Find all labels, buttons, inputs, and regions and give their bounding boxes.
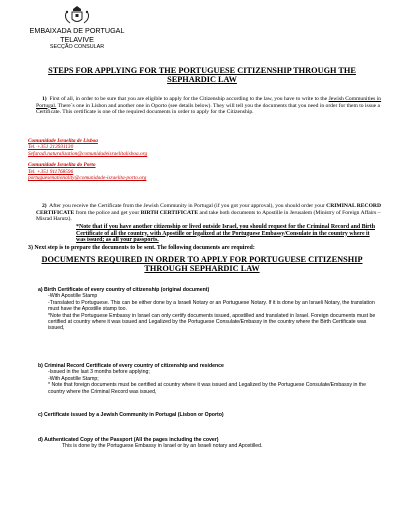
lisbon-phone[interactable]: Tel. +351 213931130 bbox=[28, 144, 74, 151]
step-1-number: 1) bbox=[42, 96, 47, 102]
section-b-line-3: * Note that foreign documents must be certified at country where it was issued and Legalized by the Portuguese Consulate/Embassy in the country where the Criminal Record was issued, bbox=[48, 382, 367, 395]
porto-community-name: Comunidade Israelita do Porto bbox=[28, 162, 96, 169]
section-b-line-1: -Issued in the last 3 months before applying; bbox=[48, 369, 150, 376]
step-2-text-start: After you receive the Certificate from the Jewish Community in Portugal (if you got your approval), you should order your bbox=[49, 203, 327, 209]
porto-email-link[interactable]: portuguesenationality@comunidade-israelita-porto.org bbox=[28, 175, 147, 182]
section-a-line-3: *Note that the Portuguese Embassy in Israel can only certify documents issued, apostilled and translated in Israel. Foreign documents must be certified at country where it was issued and Legalized by the Portuguese Consulate/Embassy in the country where the Birth Certificate was issued, bbox=[48, 312, 376, 332]
section-b-heading: b) Criminal Record Certificate of every country of citizenship and residence bbox=[38, 363, 224, 369]
birth-certificate-label: BIRTH CERTIFICATE bbox=[140, 209, 199, 216]
section-c-community-certificate bbox=[38, 412, 378, 418]
section-a-line-1: -With Apostille Stamp bbox=[48, 293, 98, 300]
documents-required-title: DOCUMENTS REQUIRED IN ORDER TO APPLY FOR PORTUGUESE CITIZENSHIP THROUGH SEPHARDIC LAW bbox=[41, 255, 363, 273]
consular-section: SECÇÃO CONSULAR bbox=[49, 44, 105, 50]
step-2-number: 2) bbox=[42, 203, 47, 209]
other-citizenship-note: *Note that if you have another citizenship or lived outside Israel, you should request for the Criminal Record and Birth Certificate of all the country, with Apostille or legalized at the Portuguese Embassy/Consulate in the country where it was issued; as all your passports. bbox=[76, 224, 376, 244]
embassy-city: TELAVIVE bbox=[60, 34, 94, 44]
step-3-paragraph: 3) Next step is to prepare the documents to be sent. The following documents are required: bbox=[28, 245, 255, 251]
step-2-paragraph bbox=[36, 203, 382, 223]
section-c-heading: c) Certificate issued by a Jewish Community in Portugal (Lisbon or Oporto) bbox=[38, 412, 224, 418]
section-b-line-2: -With Apostille Stamp; bbox=[48, 375, 99, 382]
step-1-text-end: There`s one in Lisbon and another one in Oporto (see details below). They will tell you the documents that you need in order for them to issue a Certificate. This certificate is one of the required documents in order to apply for the Citizenship. bbox=[36, 102, 381, 116]
porto-phone[interactable]: Tel. +351 911768596 bbox=[28, 168, 74, 175]
main-title: STEPS FOR APPLYING FOR THE PORTUGUESE CITIZENSHIP THROUGH THE SEPHARDIC LAW bbox=[48, 66, 356, 84]
section-a-birth-certificate bbox=[38, 287, 378, 332]
step-1-paragraph bbox=[36, 96, 382, 116]
lisbon-community-name: Comunidade Israelita de Lisboa bbox=[28, 138, 98, 144]
step-2-text-mid: from the police and get your bbox=[74, 209, 141, 216]
embassy-name: EMBAIXADA DE PORTUGAL bbox=[29, 26, 125, 35]
step-2-text-end: and take both documents to Apostille in Jerusalem (Ministry of Foreign Affairs – Misrad Harutz). bbox=[36, 209, 381, 223]
community-contacts bbox=[28, 138, 228, 181]
section-d-line-1: This is done by the Portuguese Embassy in Israel or by an Israeli notary and Apostilled. bbox=[62, 443, 263, 450]
section-d-heading: d) Authenticated Copy of the Passport (All the pages including the cover) bbox=[38, 437, 219, 443]
section-a-line-2: -Translated to Portuguese. This can be either done by a Israeli Notary or an Portuguese Notary. If it is done by an Israeli Notary, the translation must have the Apostille stamp too. bbox=[48, 299, 375, 313]
embassy-header bbox=[22, 4, 132, 51]
jewish-communities-link[interactable]: Jewish Communities in Portugal. bbox=[36, 96, 382, 109]
portugal-coat-of-arms-icon bbox=[64, 4, 90, 26]
section-b-criminal-record bbox=[38, 363, 378, 395]
section-a-heading: a) Birth Certificate of every country of citizenship (original document) bbox=[38, 287, 210, 293]
section-d-passport-copy bbox=[38, 437, 378, 450]
lisbon-email-link[interactable]: Sefaradi.naturalization@comunidadeisraelitalisboa.org bbox=[28, 150, 148, 157]
criminal-record-label: CRIMINAL RECORD CERTIFICATE bbox=[36, 203, 382, 216]
step-1-text-start: First of all, in order to be sure that you are eligible to apply for the Citizenship according to the law, you have to write to the bbox=[49, 96, 329, 102]
